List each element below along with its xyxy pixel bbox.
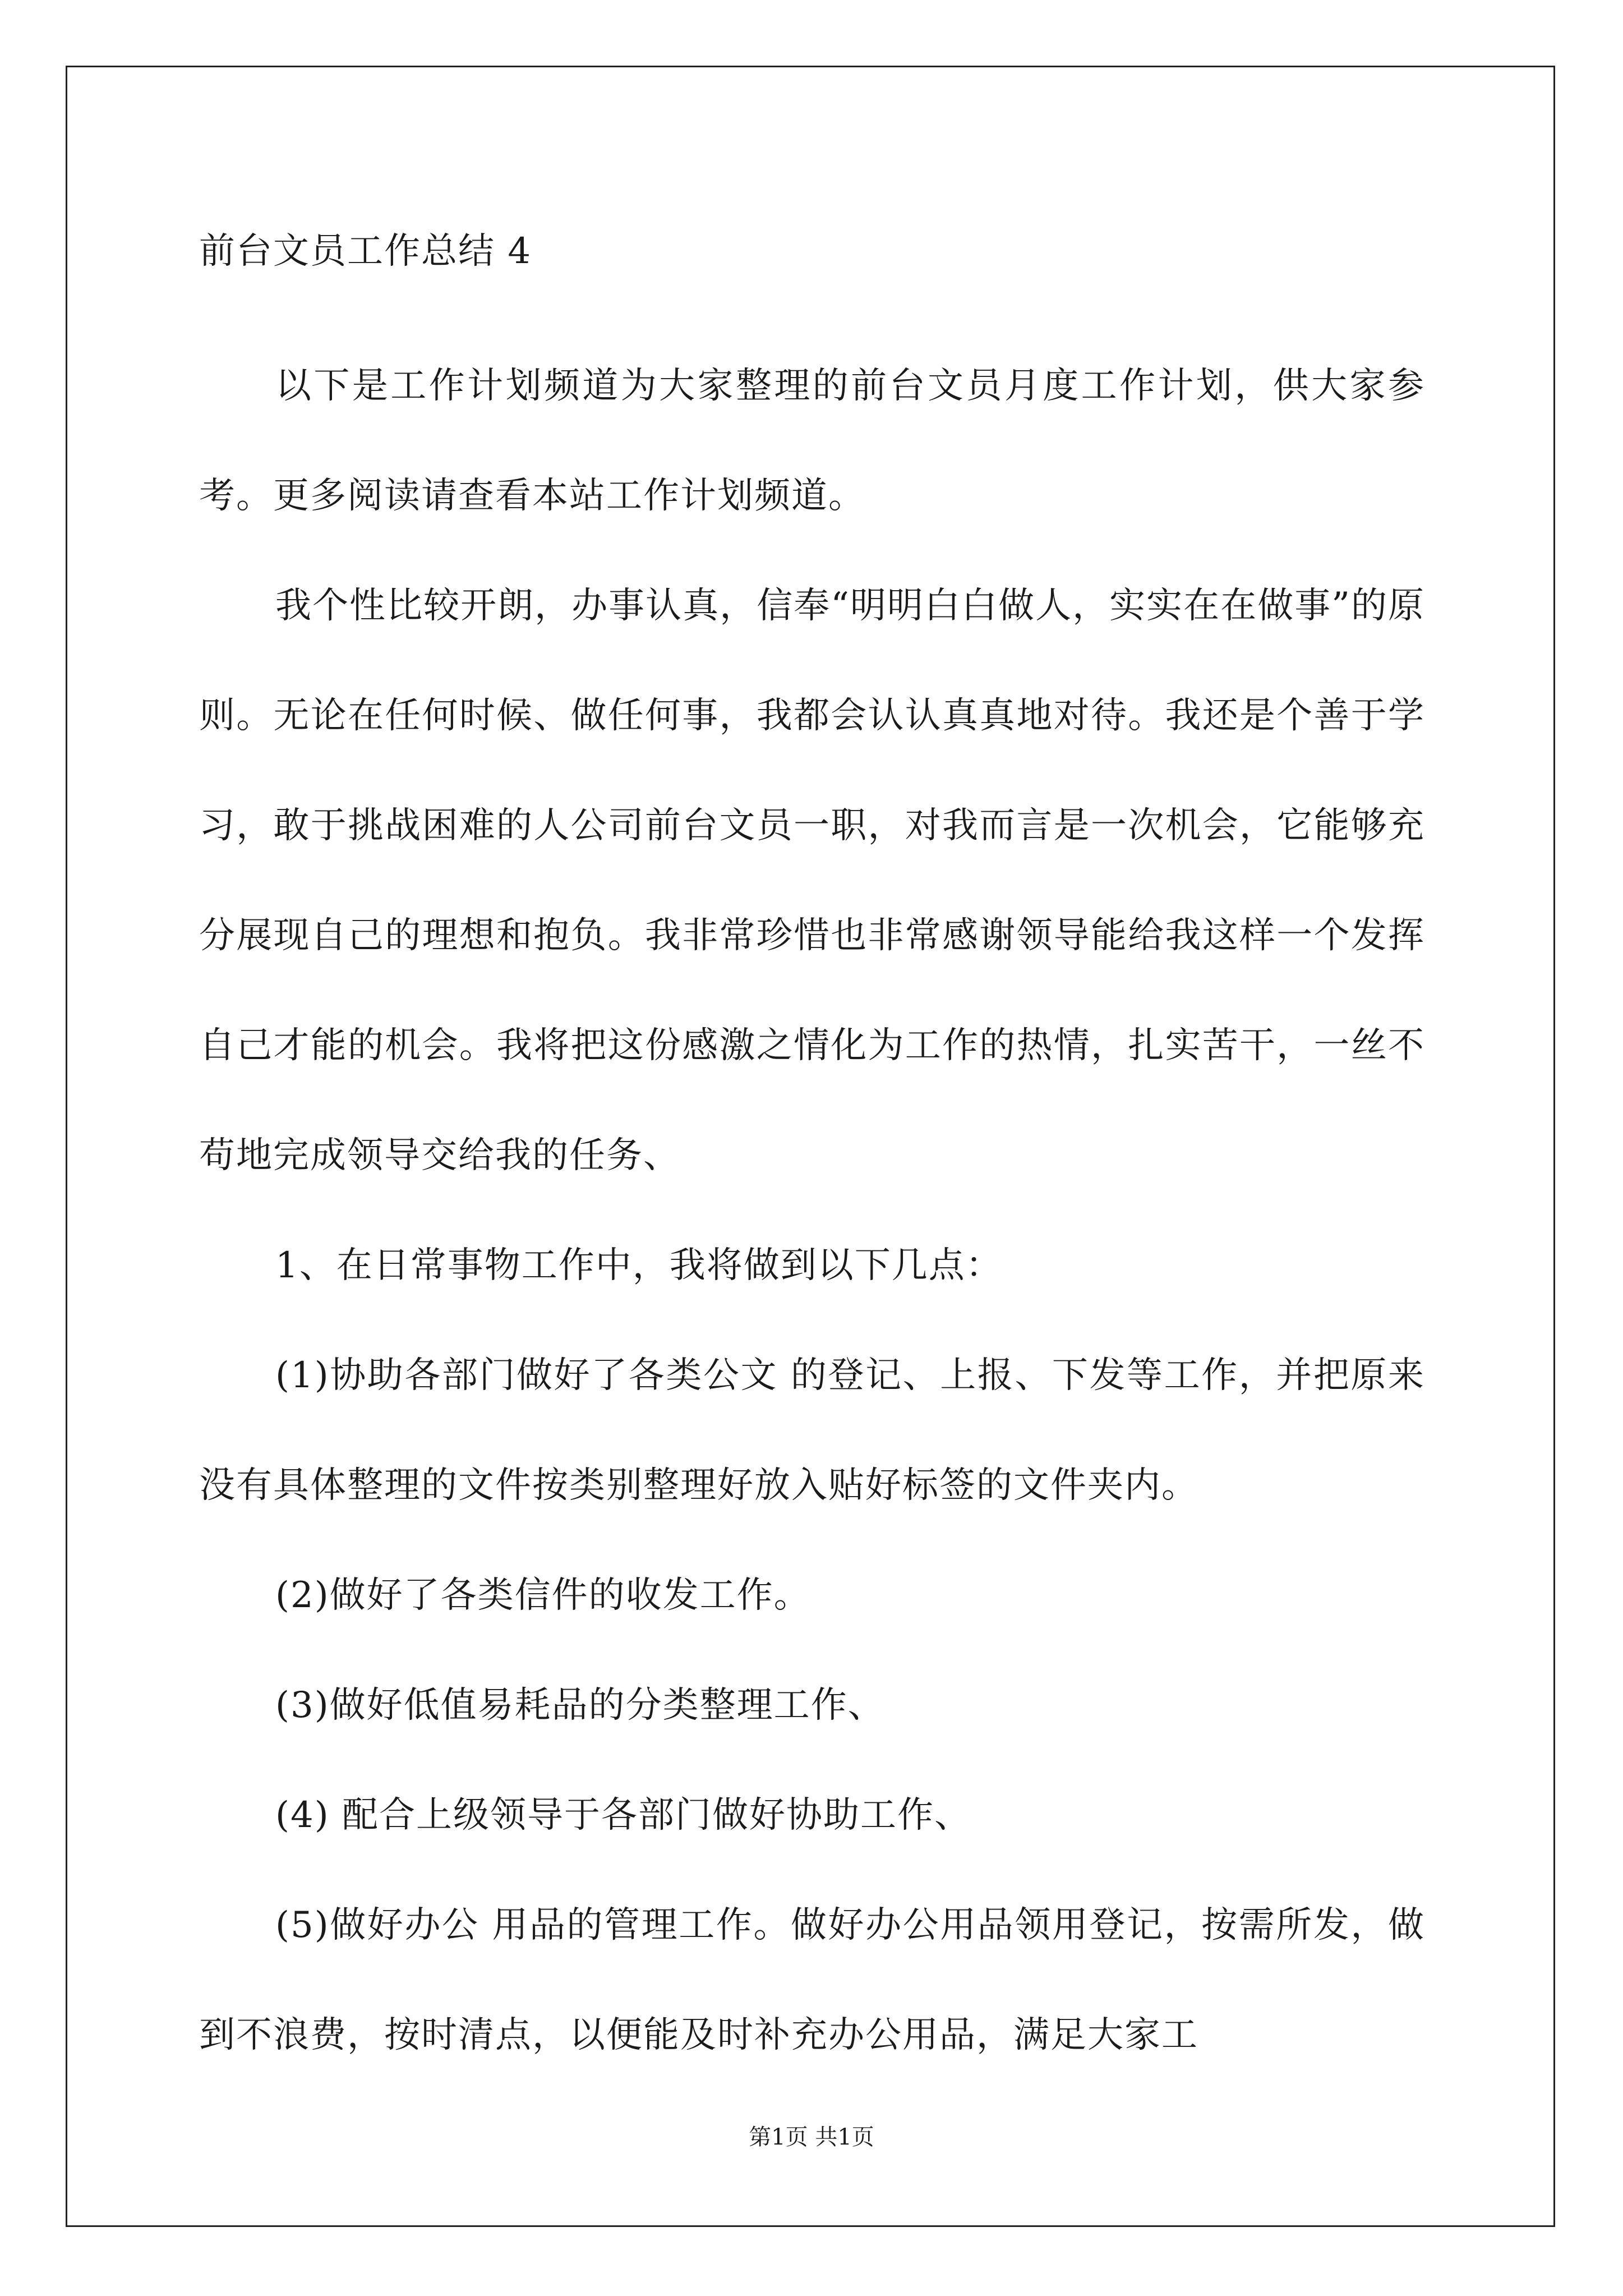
paragraph-intro: 以下是工作计划频道为大家整理的前台文员月度工作计划，供大家参考。更多阅读请查看本站工作计划频道。 xyxy=(199,365,1425,517)
page-number-footer: 第1页 共1页 xyxy=(749,2124,874,2150)
paragraph-self-introduction: 我个性比较开朗，办事认真，信奉“明明白白做人，实实在在做事”的原则。无论在任何时候、做任何事，我都会认认真真地对待。我还是个善于学习，敢于挑战困难的人公司前台文员一职，对我而言是一次机会，它能够充分展现自己的理想和抱负。我非常珍惜也非常感谢领导能给我这样一个发挥自己才能的机会。我将把这份感激之情化为工作的热情，扎实苦干，一丝不苟地完成领导交给我的任务、 xyxy=(199,585,1425,1176)
list-item-1: (1)协助各部门做好了各类公文 的登记、上报、下发等工作，并把原来没有具体整理的文件按类别整理好放入贴好标签的文件夹内。 xyxy=(199,1355,1425,1506)
list-item-4: (4) 配合上级领导于各部门做好协助工作、 xyxy=(275,1795,971,1836)
document-body xyxy=(199,223,1425,2090)
list-item-3: (3)做好低值易耗品的分类整理工作、 xyxy=(275,1685,885,1726)
paragraph-daily-work-heading: 1、在日常事物工作中，我将做到以下几点： xyxy=(275,1245,1003,1286)
document-title: 前台文员工作总结 4 xyxy=(199,231,532,272)
list-item-5: (5)做好办公 用品的管理工作。做好办公用品领用登记，按需所发，做到不浪费，按时清点，以便能及时补充办公用品，满足大家工 xyxy=(199,1904,1425,2056)
list-item-2: (2)做好了各类信件的收发工作。 xyxy=(275,1575,811,1616)
